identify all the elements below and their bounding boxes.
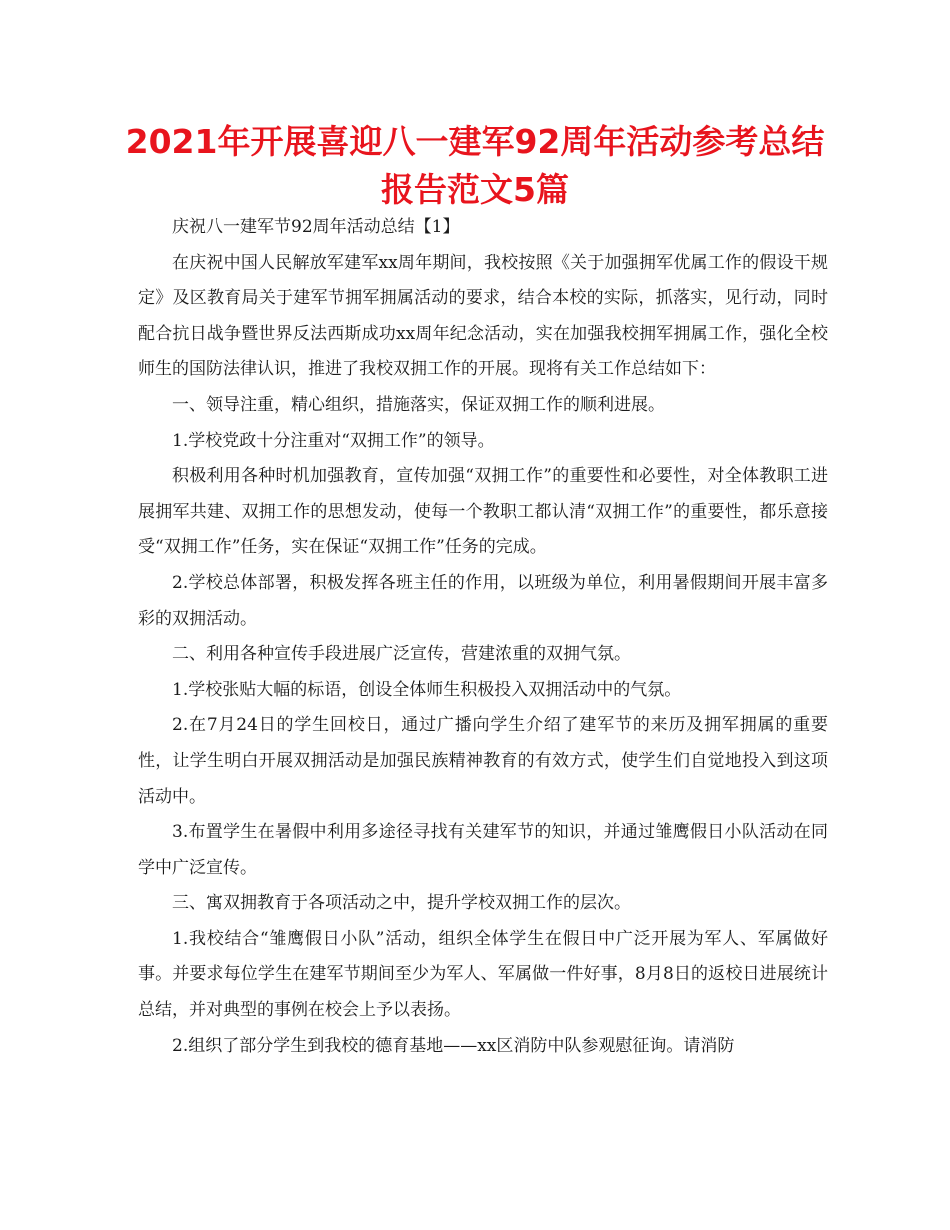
paragraph: 2.在7月24日的学生回校日，通过广播向学生介绍了建军节的来历及拥军拥属的重要性，让学生明白开展双拥活动是加强民族精神教育的有效方式，使学生们自觉地投入到这项活动中。 [138,715,828,807]
document-body [138,210,828,1064]
paragraph: 三、寓双拥教育于各项活动之中，提升学校双拥工作的层次。 [172,893,631,914]
paragraph: 二、利用各种宣传手段进展广泛宣传，营建浓重的双拥气氛。 [172,644,631,665]
paragraph: 积极利用各种时机加强教育，宣传加强“双拥工作”的重要性和必要性，对全体教职工进展拥军共建、双拥工作的思想发动，使每一个教职工都认清“双拥工作”的重要性，都乐意接受“双拥工作”任务，实在保证“双拥工作”任务的完成。 [138,466,828,558]
paragraph: 2.组织了部分学生到我校的德育基地——xx区消防中队参观慰征询。请消防 [172,1035,735,1056]
paragraph: 2.学校总体部署，积极发挥各班主任的作用，以班级为单位，利用暑假期间开展丰富多彩的双拥活动。 [138,572,828,629]
paragraph: 1.我校结合“雏鹰假日小队”活动，组织全体学生在假日中广泛开展为军人、军属做好事。并要求每位学生在建军节期间至少为军人、军属做一件好事，8月8日的返校日进展统计总结，并对典型的事例在校会上予以表扬。 [138,928,828,1021]
paragraph: 一、领导注重，精心组织，措施落实，保证双拥工作的顺利进展。 [172,394,665,415]
paragraph: 1.学校党政十分注重对“双拥工作”的领导。 [172,430,495,451]
paragraph: 1.学校张贴大幅的标语，创设全体师生积极投入双拥活动中的气氛。 [172,679,682,700]
section-heading: 庆祝八一建军节92周年活动总结【1】 [172,217,460,237]
document-title [100,118,850,214]
title-line-2: 报告范文5篇 [381,170,569,209]
paragraph: 在庆祝中国人民解放军建军xx周年期间，我校按照《关于加强拥军优属工作的假设干规定》及区教育局关于建军节拥军拥属活动的要求，结合本校的实际，抓落实，见行动，同时配合抗日战争暨世界反法西斯成功xx周年纪念活动，实在加强我校拥军拥属工作，强化全校师生的国防法律认识，推进了我校双拥工作的开展。现将有关工作总结如下： [138,252,828,380]
title-line-1: 2021年开展喜迎八一建军92周年活动参考总结 [125,122,825,161]
paragraph: 3.布置学生在暑假中利用多途径寻找有关建军节的知识，并通过雏鹰假日小队活动在同学中广泛宣传。 [138,822,828,878]
